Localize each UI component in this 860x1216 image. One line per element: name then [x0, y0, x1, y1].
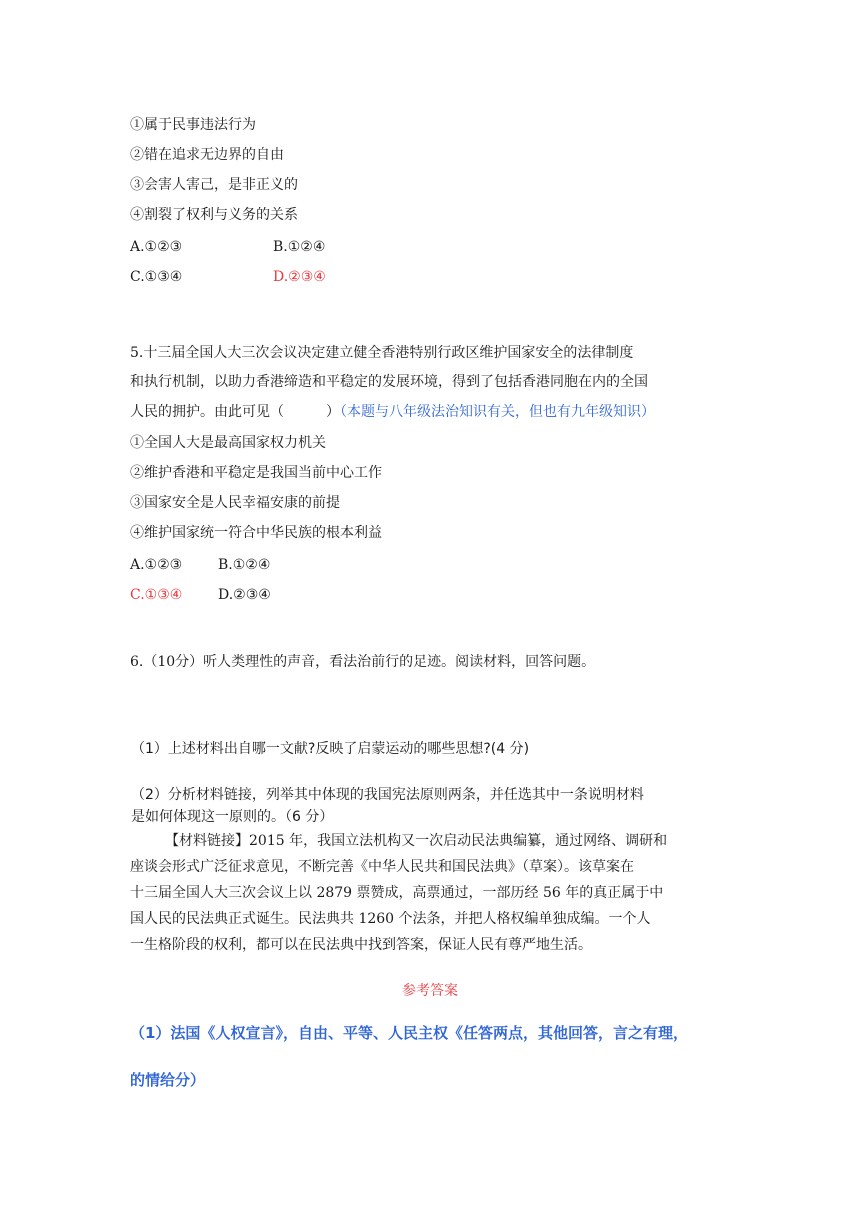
answer-line-2: 的情给分） [130, 1071, 206, 1089]
answer-line-1: （1）法国《人权宣言》，自由、平等、人民主权《任答两点，其他回答，言之有理， [130, 1024, 688, 1042]
q6-subquestion-2-line-2: 是如何体现这一原则的。（6 分） [131, 809, 334, 825]
q4-option-a: A.①②③ [130, 239, 183, 255]
q6-subquestion-1: （1）上述材料出自哪一文献?反映了启蒙运动的哪些思想?(4 分) [131, 741, 530, 757]
q5-stem-text: 人民的拥护。由此可见（ ） [130, 404, 340, 420]
q5-stem-line-3 [130, 405, 655, 419]
q6-material-line-2: 座谈会形式广泛征求意见，不断完善《中华人民共和国民法典》（草案）。该草案在 [130, 859, 634, 875]
q4-statement-1: ①属于民事违法行为 [130, 117, 256, 133]
answer-title: 参考答案 [402, 983, 458, 999]
q5-option-a: A.①②③ [130, 557, 183, 573]
q5-option-c-answer: C.①③④ [130, 587, 183, 603]
q5-stem-line-2: 和执行机制，以助力香港缔造和平稳定的发展环境，得到了包括香港同胞在内的全国 [130, 374, 648, 390]
q6-material-line-1: 【材料链接】2015 年，我国立法机构又一次启动民法典编纂，通过网络、调研和 [165, 833, 668, 849]
q6-subquestion-2-line-1: （2）分析材料链接，列举其中体现的我国宪法原则两条，并任选其中一条说明材料 [131, 787, 644, 803]
q4-statement-2: ②错在追求无边界的自由 [130, 147, 284, 163]
q6-material-line-4: 国人民的民法典正式诞生。民法典共 1260 个法条，并把人格权编单独成编。一个人 [130, 911, 651, 927]
q5-option-b: B.①②④ [218, 557, 271, 573]
q4-option-b: B.①②④ [273, 239, 326, 255]
q5-teacher-note: （本题与八年级法治知识有关，但也有九年级知识） [340, 404, 655, 420]
q4-statement-3: ③会害人害己，是非正义的 [130, 177, 298, 193]
q5-statement-4: ④维护国家统一符合中华民族的根本利益 [130, 525, 382, 541]
q6-stem: 6.（10分）听人类理性的声音，看法治前行的足迹。阅读材料，回答问题。 [130, 654, 596, 670]
q6-material-line-5: 一生格阶段的权利，都可以在民法典中找到答案，保证人民有尊严地生活。 [130, 937, 592, 953]
q6-material-line-3: 十三届全国人大三次会议上以 2879 票赞成，高票通过，一部历经 56 年的真正属于中 [130, 885, 664, 901]
q4-option-c: C.①③④ [130, 269, 183, 285]
q5-option-d: D.②③④ [218, 587, 271, 603]
q4-option-d-answer: D.②③④ [273, 269, 326, 285]
q5-stem-line-1: 5.十三届全国人大三次会议决定建立健全香港特别行政区维护国家安全的法律制度 [130, 345, 634, 361]
q5-statement-2: ②维护香港和平稳定是我国当前中心工作 [130, 465, 382, 481]
q4-statement-4: ④割裂了权利与义务的关系 [130, 207, 298, 223]
q5-statement-3: ③国家安全是人民幸福安康的前提 [130, 495, 340, 511]
q5-statement-1: ①全国人大是最高国家权力机关 [130, 435, 326, 451]
